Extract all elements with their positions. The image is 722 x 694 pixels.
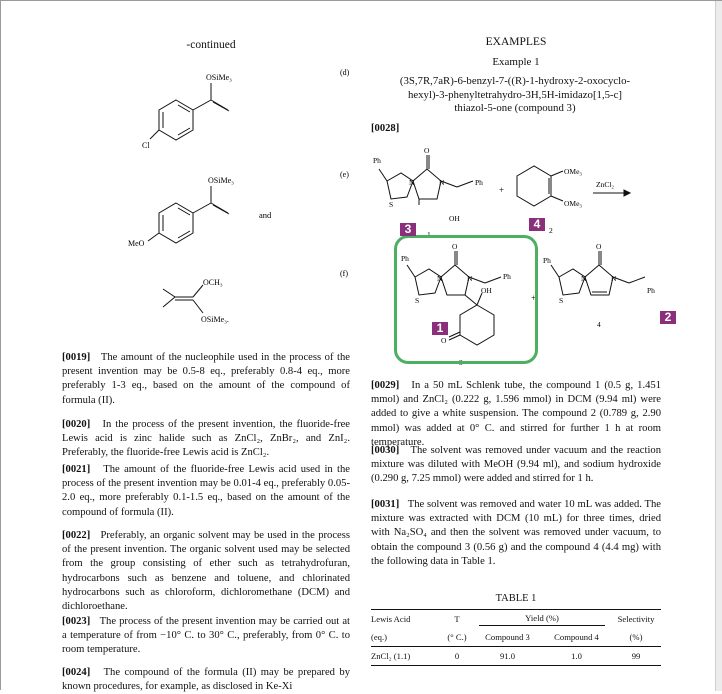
th-lewis-acid: Lewis Acid (371, 610, 441, 629)
paragraph-0028-label: [0028] (371, 123, 400, 134)
th-t: T (441, 610, 473, 629)
e-meo: MeO (128, 239, 145, 248)
c3-number: 3 (459, 358, 463, 367)
e-osime3: OSiMe₃ (208, 176, 234, 185)
th-eq: (eq.) (371, 632, 387, 642)
structure-d (136, 63, 361, 158)
compound-title: (3S,7R,7aR)-6-benzyl-7-((R)-1-hydroxy-2-oxocyclo- hexyl)-3-phenyltetrahydro-3H,5H-imidazo[1,5-c] thiazol-5-one (compound 3) (399, 75, 631, 114)
cell-selectivity: 99 (611, 647, 661, 666)
th-compound-3: Compound 3 (485, 632, 530, 642)
f-och3: OCH₃ (203, 278, 223, 287)
annotation-badge-2: 2 (660, 311, 676, 324)
c3-n1: N (437, 274, 443, 283)
c1-number: 1 (427, 230, 431, 236)
c3-o: O (452, 242, 458, 251)
d-osime3: OSiMe₃ (206, 73, 232, 82)
th-deg-c: (° C.) (447, 632, 467, 642)
paragraph-0031: [0031] The solvent was removed and water 10 mL was added. The mixture was extracted with DCM (10 mL) for three times, dried with Na₂SO₄ and then the solvent was removed under vacuum, to obtain the compound 3 (0.56 g) and the compound 4 (4.4 mg) with the following data in Table 1. (371, 499, 661, 567)
c4-n2: N (611, 274, 617, 283)
th-compound-4: Compound 4 (554, 632, 599, 642)
cell-yield-3: 91.0 (473, 647, 542, 666)
cell-lewis-acid: ZnCl₂ (1.1) (371, 647, 441, 666)
c3-oh: OH (481, 286, 492, 295)
plus-sign-1: + (499, 185, 505, 195)
annotation-badge-4: 4 (529, 218, 545, 231)
cell-yield-4: 1.0 (542, 647, 611, 666)
c2-ome-top: OMe₃ (564, 167, 583, 176)
e-and: and (259, 210, 272, 220)
scrollbar-edge[interactable] (715, 1, 722, 691)
paragraph-0020: [0020] In the process of the present invention, the fluoride-free Lewis acid is zinc halide such as ZnCl₂, ZnBr₂, and ZnI₂. Preferably, the fluoride-free Lewis acid is ZnCl₂. (62, 419, 350, 459)
paragraph-0029: [0029] In a 50 mL Schlenk tube, the compound 1 (0.5 g, 1.451 mmol) and ZnCl₂ (0.222 g, 1.596 mmol) in DCM (9.94 ml) were added to give a white suspension. The compound 2 (0.789 g, 2.90 mmol) was added at 0° C. and stirred for further 1 h at room temperature. (371, 380, 661, 448)
paragraph-0024: [0024] The compound of the formula (II) may be prepared by known procedures, for example, as disclosed in Ke-Xi (62, 667, 350, 693)
c2-number: 2 (549, 226, 553, 235)
e-label: (e) (340, 170, 349, 179)
c3-ph: Ph (401, 254, 409, 263)
c3-ph2: Ph (503, 272, 511, 281)
c4-number: 4 (597, 320, 601, 329)
c1-s: S (389, 200, 394, 209)
structure-e (126, 169, 361, 259)
reagent-zncl2: ZnCl₂ (596, 180, 615, 189)
examples-heading: EXAMPLES (485, 36, 547, 48)
continued-label: -continued (186, 39, 236, 51)
f-label: (f) (340, 269, 348, 278)
c1-oh: OH (449, 214, 460, 223)
f-osime3: OSiMe₃. (201, 315, 229, 324)
c4-n1: N (581, 274, 587, 283)
cell-temp: 0 (441, 647, 473, 666)
c4-s: S (559, 296, 564, 305)
c4-ph2: Ph (647, 286, 655, 295)
paragraph-0030: [0030] The solvent was removed under vacuum and the reaction mixture was diluted with MeOH (9.94 ml), and sodium hydroxide (0.290 g, 7.25 mmol) were added and stirred for 1 h. (371, 445, 661, 485)
table-row (371, 647, 661, 666)
th-yield: Yield (%) (473, 610, 611, 629)
paragraph-0022: [0022] Preferably, an organic solvent may be used in the process of the present invention. The organic solvent used may be selected from the group consisting of ether such as tetrahydrofuran, hydrocarbons such as benzene and toluene, and chlorinated hydrocarbons such as chloroform, dichloromethane (DCM) and dichloroethane. (62, 530, 350, 613)
table-title: TABLE 1 (495, 593, 537, 604)
th-selectivity: Selectivity (611, 610, 661, 629)
reaction-scheme-top (367, 141, 667, 236)
highlight-compound-3 (394, 235, 538, 364)
c1-n1: N (409, 178, 415, 187)
structure-f (151, 267, 361, 327)
c1-ph: Ph (373, 156, 381, 165)
c3-s: S (415, 296, 420, 305)
c3-ketone-o: O (441, 336, 447, 345)
c3-n2: N (467, 274, 473, 283)
c1-ph2: Ph (475, 178, 483, 187)
c4-o: O (596, 242, 602, 251)
paragraph-0019: [0019] The amount of the nucleophile used in the process of the present invention may be 0.5-8 eq., preferably 0.8-4 eq., more preferably 1-3 eq., based on the amount of the compound of formula (II). (62, 352, 350, 406)
c1-n2: N (439, 178, 445, 187)
d-cl: Cl (142, 141, 150, 150)
plus-sign-2: + (531, 293, 537, 303)
annotation-badge-1: 1 (432, 322, 448, 335)
c1-o: O (424, 146, 430, 155)
d-label: (d) (340, 68, 350, 77)
paragraph-0021: [0021] The amount of the fluoride-free Lewis acid used in the process of the present invention may be 0.01-4 eq., preferably 0.05-2.0 eq., more preferably 0.1-1.5 eq., based on the amount of the compound of formula (II). (62, 464, 350, 518)
example-heading: Example 1 (492, 56, 540, 68)
results-table (371, 609, 661, 666)
annotation-badge-3: 3 (400, 223, 416, 236)
th-percent: (%) (629, 632, 643, 642)
c4-ph: Ph (543, 256, 551, 265)
c2-ome-bottom: OMe₃ (564, 199, 583, 208)
paragraph-0023: [0023] The process of the present invention may be carried out at a temperature of from −10° C. to 30° C., preferably, from 0° C. to room temperature. (62, 616, 350, 656)
